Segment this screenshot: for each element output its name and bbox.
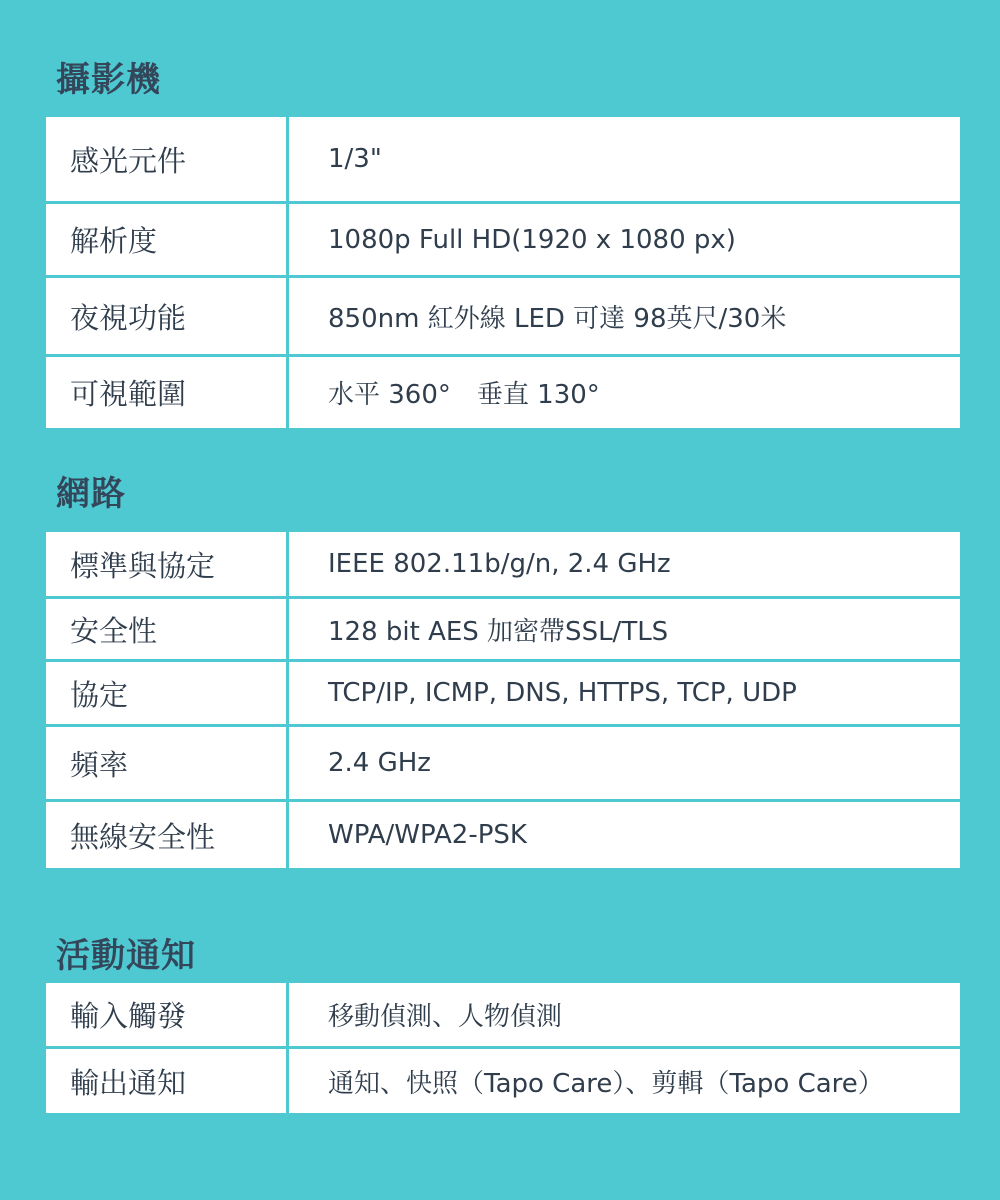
- row-label: 解析度: [46, 204, 286, 275]
- table-row: [46, 802, 960, 868]
- row-value: IEEE 802.11b/g/n, 2.4 GHz: [289, 532, 960, 596]
- table-row: [46, 204, 960, 275]
- row-label: 感光元件: [46, 117, 286, 201]
- table-row: [46, 278, 960, 354]
- table-row: [46, 983, 960, 1046]
- row-value: 850nm 紅外線 LED 可達 98英尺/30米: [289, 278, 960, 354]
- row-label: 輸入觸發: [46, 983, 286, 1046]
- row-value: WPA/WPA2-PSK: [289, 802, 960, 868]
- table-row: [46, 532, 960, 596]
- table-row: [46, 357, 960, 428]
- table-row: [46, 662, 960, 724]
- section-title-camera: 攝影機: [56, 60, 161, 100]
- row-value: TCP/IP, ICMP, DNS, HTTPS, TCP, UDP: [289, 662, 960, 724]
- row-value: 通知、快照（Tapo Care）、剪輯（Tapo Care）: [289, 1049, 960, 1113]
- table-row: [46, 727, 960, 799]
- row-value: 水平 360° 垂直 130°: [289, 357, 960, 428]
- row-label: 輸出通知: [46, 1049, 286, 1113]
- spec-table-network: [46, 532, 960, 868]
- row-value: 128 bit AES 加密帶SSL/TLS: [289, 599, 960, 659]
- row-label: 夜視功能: [46, 278, 286, 354]
- section-title-notifications: 活動通知: [56, 936, 196, 976]
- spec-table-notifications: [46, 983, 960, 1113]
- table-row: [46, 599, 960, 659]
- row-label: 標準與協定: [46, 532, 286, 596]
- row-value: 2.4 GHz: [289, 727, 960, 799]
- row-label: 協定: [46, 662, 286, 724]
- row-value: 移動偵測、人物偵測: [289, 983, 960, 1046]
- row-label: 頻率: [46, 727, 286, 799]
- spec-table-camera: [46, 117, 960, 428]
- row-label: 無線安全性: [46, 802, 286, 868]
- table-row: [46, 1049, 960, 1113]
- row-value: 1080p Full HD(1920 x 1080 px): [289, 204, 960, 275]
- row-value: 1/3": [289, 117, 960, 201]
- row-label: 可視範圍: [46, 357, 286, 428]
- table-row: [46, 117, 960, 201]
- row-label: 安全性: [46, 599, 286, 659]
- section-title-network: 網路: [56, 474, 126, 514]
